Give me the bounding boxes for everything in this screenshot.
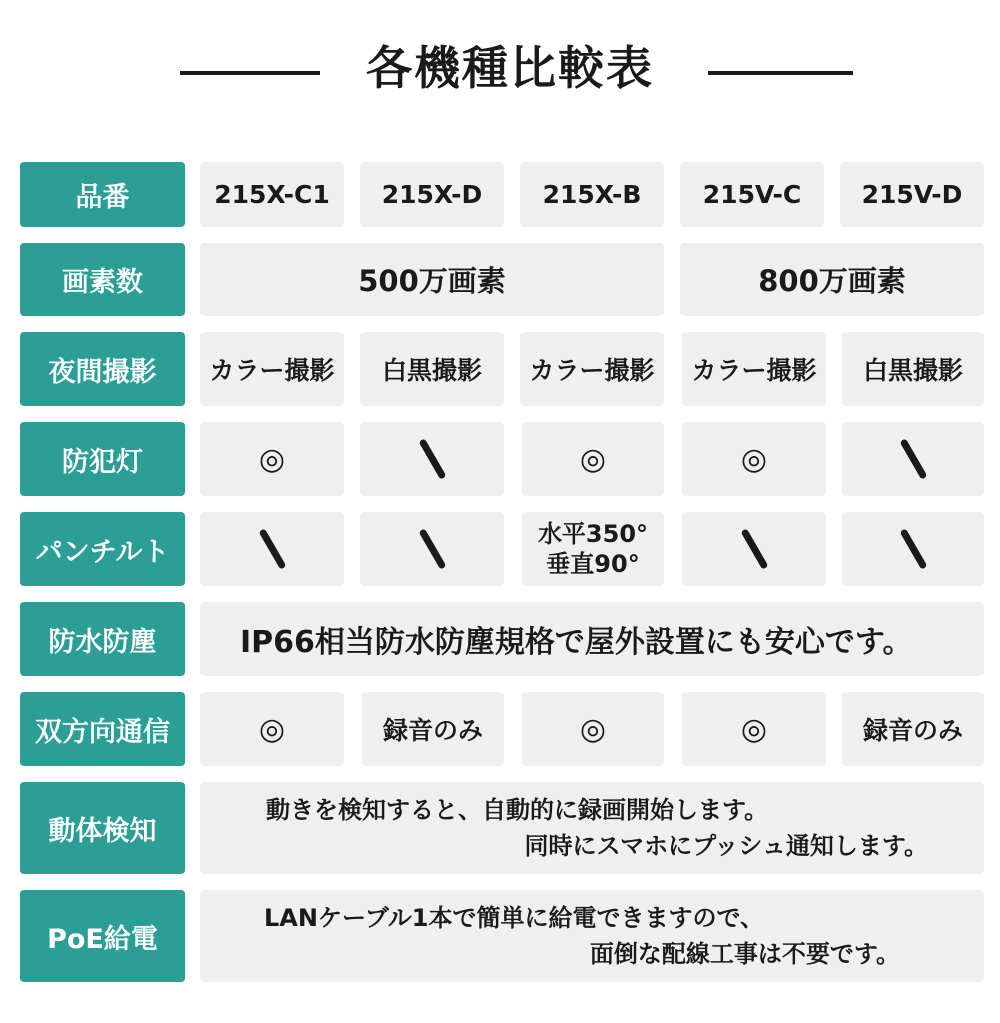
double-circle-icon: ◎: [258, 441, 286, 477]
motion-description: [200, 782, 984, 874]
pantilt-cell-5: [842, 512, 984, 586]
double-circle-icon: ◎: [740, 441, 768, 477]
poe-line-1: LANケーブル1本で簡単に給電できますので、: [264, 904, 765, 932]
waterproof-description: IP66相当防水防塵規格で屋外設置にも安心です。: [200, 602, 984, 676]
row-label-waterproof: 防水防塵: [20, 602, 185, 676]
model-cell-4: 215V-C: [680, 162, 824, 227]
row-label-night: 夜間撮影: [20, 332, 185, 406]
not-available-dash-icon: [418, 528, 446, 570]
light-cell-5: [842, 422, 984, 496]
audio-cell-4: [682, 692, 826, 766]
motion-line-2: 同時にスマホにプッシュ通知します。: [524, 832, 928, 860]
row-label-resolution: 画素数: [20, 243, 185, 316]
pantilt-cell-2: [360, 512, 504, 586]
light-cell-1: [200, 422, 344, 496]
model-cell-1: 215X-C1: [200, 162, 344, 227]
night-cell-1: カラー撮影: [200, 332, 344, 406]
double-circle-icon: ◎: [258, 711, 286, 747]
motion-line-1: 動きを検知すると、自動的に録画開始します。: [266, 796, 769, 824]
row-label-poe: PoE給電: [20, 890, 185, 982]
double-circle-icon: ◎: [579, 441, 607, 477]
resolution-cell-800: 800万画素: [680, 243, 984, 316]
double-circle-icon: ◎: [579, 711, 607, 747]
audio-cell-2: 録音のみ: [362, 692, 504, 766]
night-cell-2: 白黒撮影: [360, 332, 504, 406]
page-title: 各機種比較表: [366, 41, 654, 95]
model-cell-2: 215X-D: [360, 162, 504, 227]
poe-description: [200, 890, 984, 982]
pantilt-vertical-range: 垂直90°: [546, 550, 640, 578]
row-label-model: 品番: [20, 162, 185, 227]
not-available-dash-icon: [899, 528, 927, 570]
pantilt-cell-4: [682, 512, 826, 586]
audio-cell-3: [522, 692, 664, 766]
light-cell-2: [360, 422, 504, 496]
row-label-motion: 動体検知: [20, 782, 185, 874]
night-cell-5: 白黒撮影: [842, 332, 984, 406]
not-available-dash-icon: [740, 528, 768, 570]
night-cell-4: カラー撮影: [682, 332, 826, 406]
light-cell-4: [682, 422, 826, 496]
pantilt-cell-3: [522, 512, 664, 586]
title-left-rule: [180, 71, 320, 75]
model-cell-5: 215V-D: [840, 162, 984, 227]
pantilt-horizontal-range: 水平350°: [537, 520, 649, 548]
resolution-cell-500: 500万画素: [200, 243, 664, 316]
night-cell-3: カラー撮影: [520, 332, 664, 406]
not-available-dash-icon: [418, 438, 446, 480]
row-label-light: 防犯灯: [20, 422, 185, 496]
row-label-audio: 双方向通信: [20, 692, 185, 766]
poe-line-2: 面倒な配線工事は不要です。: [589, 940, 900, 968]
pantilt-cell-1: [200, 512, 344, 586]
light-cell-3: [522, 422, 664, 496]
not-available-dash-icon: [899, 438, 927, 480]
double-circle-icon: ◎: [740, 711, 768, 747]
row-label-pantilt: パンチルト: [20, 512, 185, 586]
not-available-dash-icon: [258, 528, 286, 570]
model-cell-3: 215X-B: [520, 162, 664, 227]
audio-cell-5: 録音のみ: [842, 692, 984, 766]
audio-cell-1: [200, 692, 344, 766]
title-right-rule: [708, 71, 853, 75]
